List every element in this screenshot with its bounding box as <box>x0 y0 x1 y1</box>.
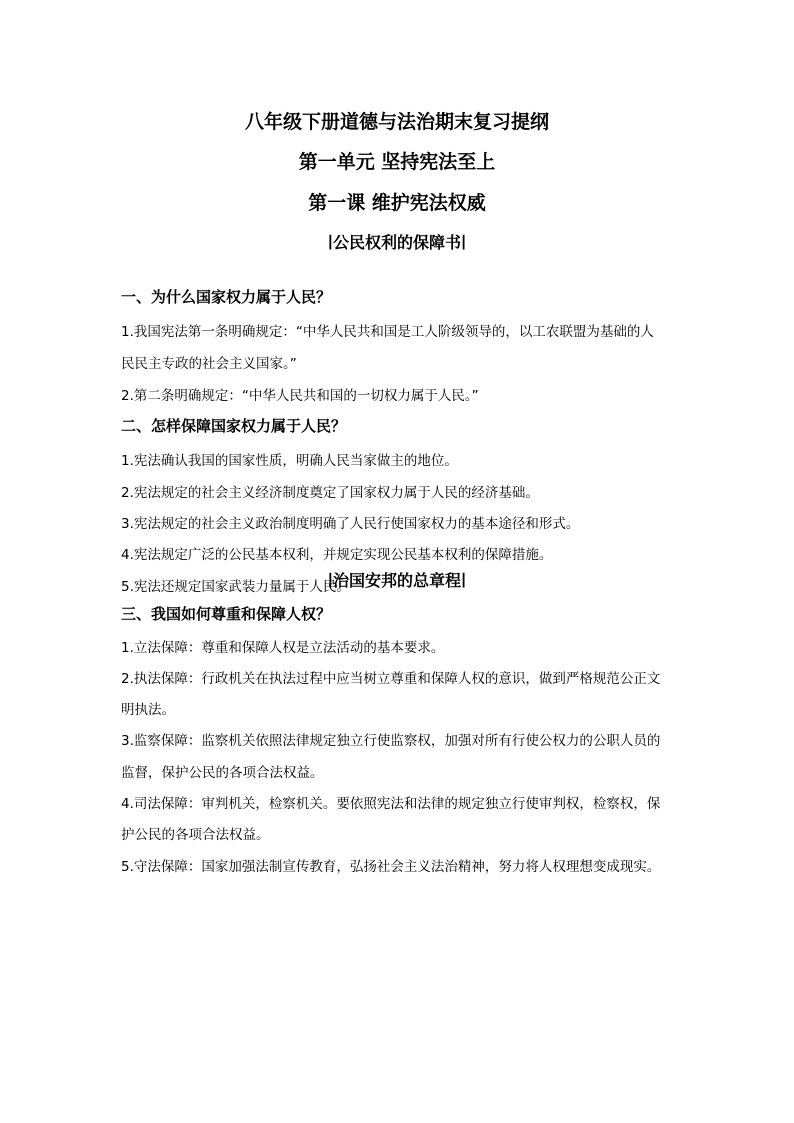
paragraph-line: 1.立法保障：尊重和保障人权是立法活动的基本要求。 <box>121 640 445 656</box>
paragraph-line: 5.守法保障：国家加强法制宣传教育，弘扬社会主义法治精神，努力将人权理想变成现实。 <box>121 859 661 875</box>
section-heading-1: 一、为什么国家权力属于人民？ <box>121 288 332 306</box>
document-title: 八年级下册道德与法治期末复习提纲 <box>244 111 549 133</box>
paragraph-line: 3.监察保障：监察机关依照法律规定独立行使监察权，加强对所有行使公权力的公职人员的 <box>121 733 661 749</box>
paragraph-line: 5.宪法还规定国家武装力量属于人民。 <box>121 579 350 595</box>
paragraph-line: 4.司法保障：审判机关，检察机关。要依照宪法和法律的规定独立行使审判权，检察权，保 <box>121 796 661 812</box>
paragraph-line: 3.宪法规定的社会主义政治制度明确了人民行使国家权力的基本途径和形式。 <box>121 516 580 532</box>
subsection-title-1: ∣公民权利的保障书∣ <box>327 233 467 252</box>
section-heading-3: 三、我国如何尊重和保障人权？ <box>121 605 332 623</box>
section-heading-2: 二、怎样保障国家权力属于人民？ <box>121 417 347 435</box>
paragraph-line: 2.宪法规定的社会主义经济制度奠定了国家权力属于人民的经济基础。 <box>121 485 539 501</box>
lesson-title: 第一课 维护宪法权威 <box>308 192 486 214</box>
paragraph-line: 监督，保护公民的各项合法权益。 <box>121 765 324 781</box>
paragraph-line: 2.执法保障：行政机关在执法过程中应当树立尊重和保障人权的意识，做到严格规范公正文 <box>121 671 661 687</box>
paragraph-line: 4.宪法规定广泛的公民基本权利，并规定实现公民基本权利的保障措施。 <box>121 547 553 563</box>
paragraph-line: 民民主专政的社会主义国家。” <box>121 356 297 372</box>
paragraph-line: 护公民的各项合法权益。 <box>121 827 270 843</box>
unit-title: 第一单元 坚持宪法至上 <box>298 151 496 173</box>
subsection-title-2: ∣治国安邦的总章程∣ <box>327 571 467 590</box>
paragraph-line: 明执法。 <box>121 702 175 718</box>
paragraph-line: 2.第二条明确规定：“中华人民共和国的一切权力属于人民。” <box>121 388 479 404</box>
paragraph-line: 1.我国宪法第一条明确规定：“中华人民共和国是工人阶级领导的，以工农联盟为基础的人 <box>121 324 654 340</box>
paragraph-line: 1.宪法确认我国的国家性质，明确人民当家做主的地位。 <box>121 453 458 469</box>
